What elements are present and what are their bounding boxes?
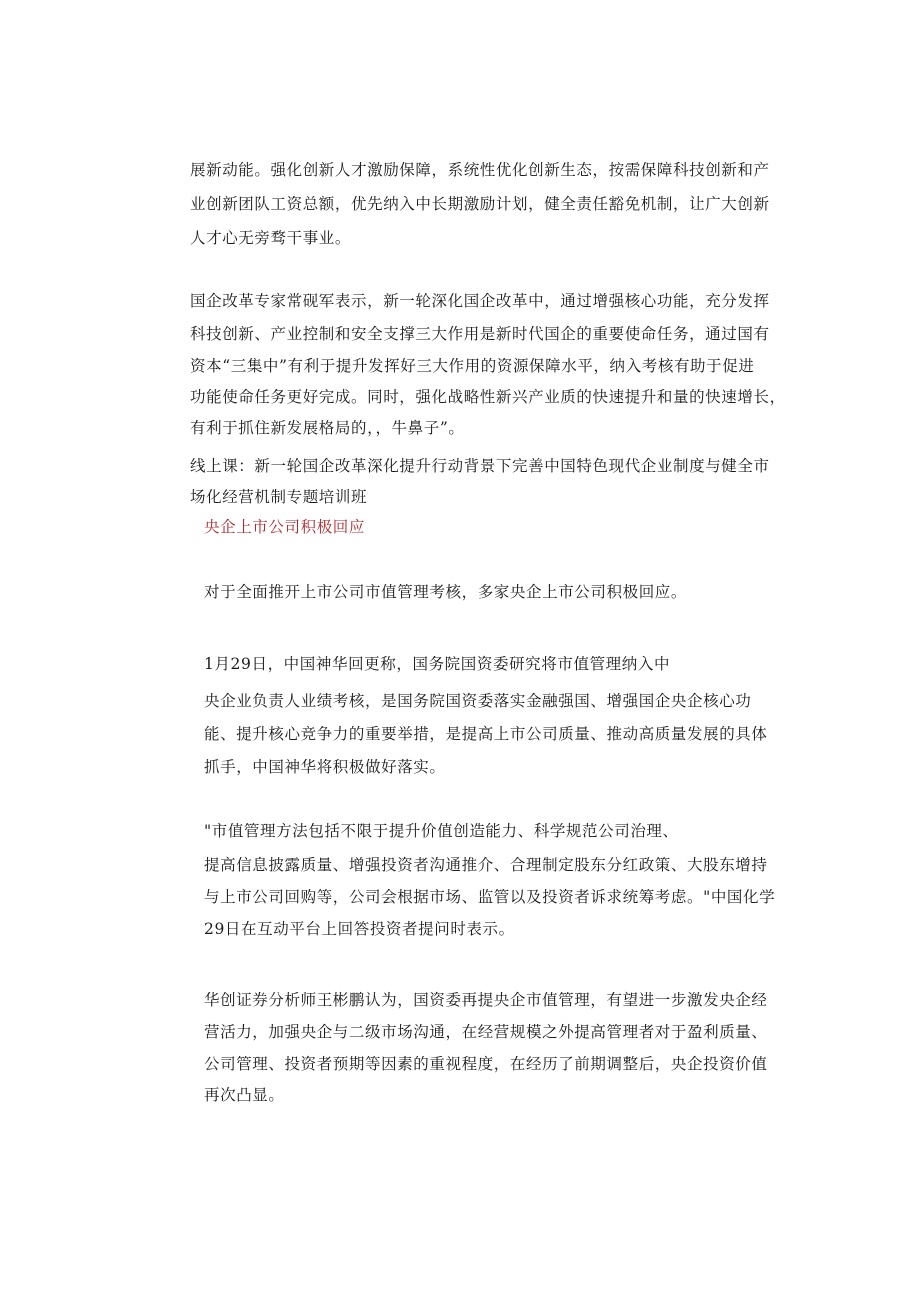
- text-line: 场化经营机制专题培训班: [190, 488, 368, 506]
- text-line: 有利于抓住新发展格局的，，牛鼻子”。: [190, 419, 465, 437]
- text-line: 业创新团队工资总额，优先纳入中长期激励计划，健全责任豁免机制，让广大创新: [190, 195, 770, 213]
- text-line: 资本“三集中”有利于提升发挥好三大作用的资源保障水平，纳入考核有助于促进: [190, 357, 755, 375]
- text-line: 提高信息披露质量、增强投资者沟通推介、合理制定股东分红政策、大股东增持: [204, 856, 768, 874]
- text-line: 再次凸显。: [204, 1086, 285, 1104]
- text-line: 展新动能。强化创新人才激励保障，系统性优化创新生态，按需保障科技创新和产: [190, 161, 770, 179]
- text-line: 人才心无旁骛干事业。: [190, 229, 352, 247]
- text-line: 功能使命任务更好完成。同时，强化战略性新兴产业质的快速提升和量的快速增长，: [190, 388, 786, 406]
- text-line: 国企改革专家常砚军表示，新一轮深化国企改革中，通过增强核心功能，充分发挥: [190, 292, 770, 310]
- text-line: 科技创新、产业控制和安全支撑三大作用是新时代国企的重要使命任务，通过国有: [190, 325, 770, 343]
- text-line: 营活力，加强央企与二级市场沟通，在经营规模之外提高管理者对于盈利质量、: [204, 1023, 768, 1041]
- text-line: 能、提升核心竞争力的重要举措，是提高上市公司质量、推动高质量发展的具体: [204, 725, 768, 743]
- text-line: 央企业负责人业绩考核，是国务院国资委落实金融强国、增强国企央企核心功: [204, 692, 752, 710]
- text-line: 线上课：新一轮国企改革深化提升行动背景下完善中国特色现代企业制度与健全市: [190, 457, 770, 475]
- text-line: 与上市公司回购等，公司会根据市场、监管以及投资者诉求统筹考虑。"中国化学: [204, 888, 776, 906]
- text-line: 抓手，中国神华将积极做好落实。: [204, 758, 446, 776]
- text-line: 对于全面推开上市公司市值管理考核，多家央企上市公司积极回应。: [204, 583, 688, 601]
- text-line: 29日在互动平台上回答投资者提问时表示。: [204, 920, 515, 938]
- text-line: 1月29日，中国神华回更称，国务院国资委研究将市值管理纳入中: [204, 655, 671, 673]
- text-line: "市值管理方法包括不限于提升价值创造能力、科学规范公司治理、: [204, 822, 679, 840]
- text-line: 公司管理、投资者预期等因素的重视程度，在经历了前期调整后，央企投资价值: [204, 1055, 768, 1073]
- text-line: 华创证券分析师王彬鹏认为，国资委再提央企市值管理，有望进一步激发央企经: [204, 991, 768, 1009]
- section-title: 央企上市公司积极回应: [204, 518, 366, 536]
